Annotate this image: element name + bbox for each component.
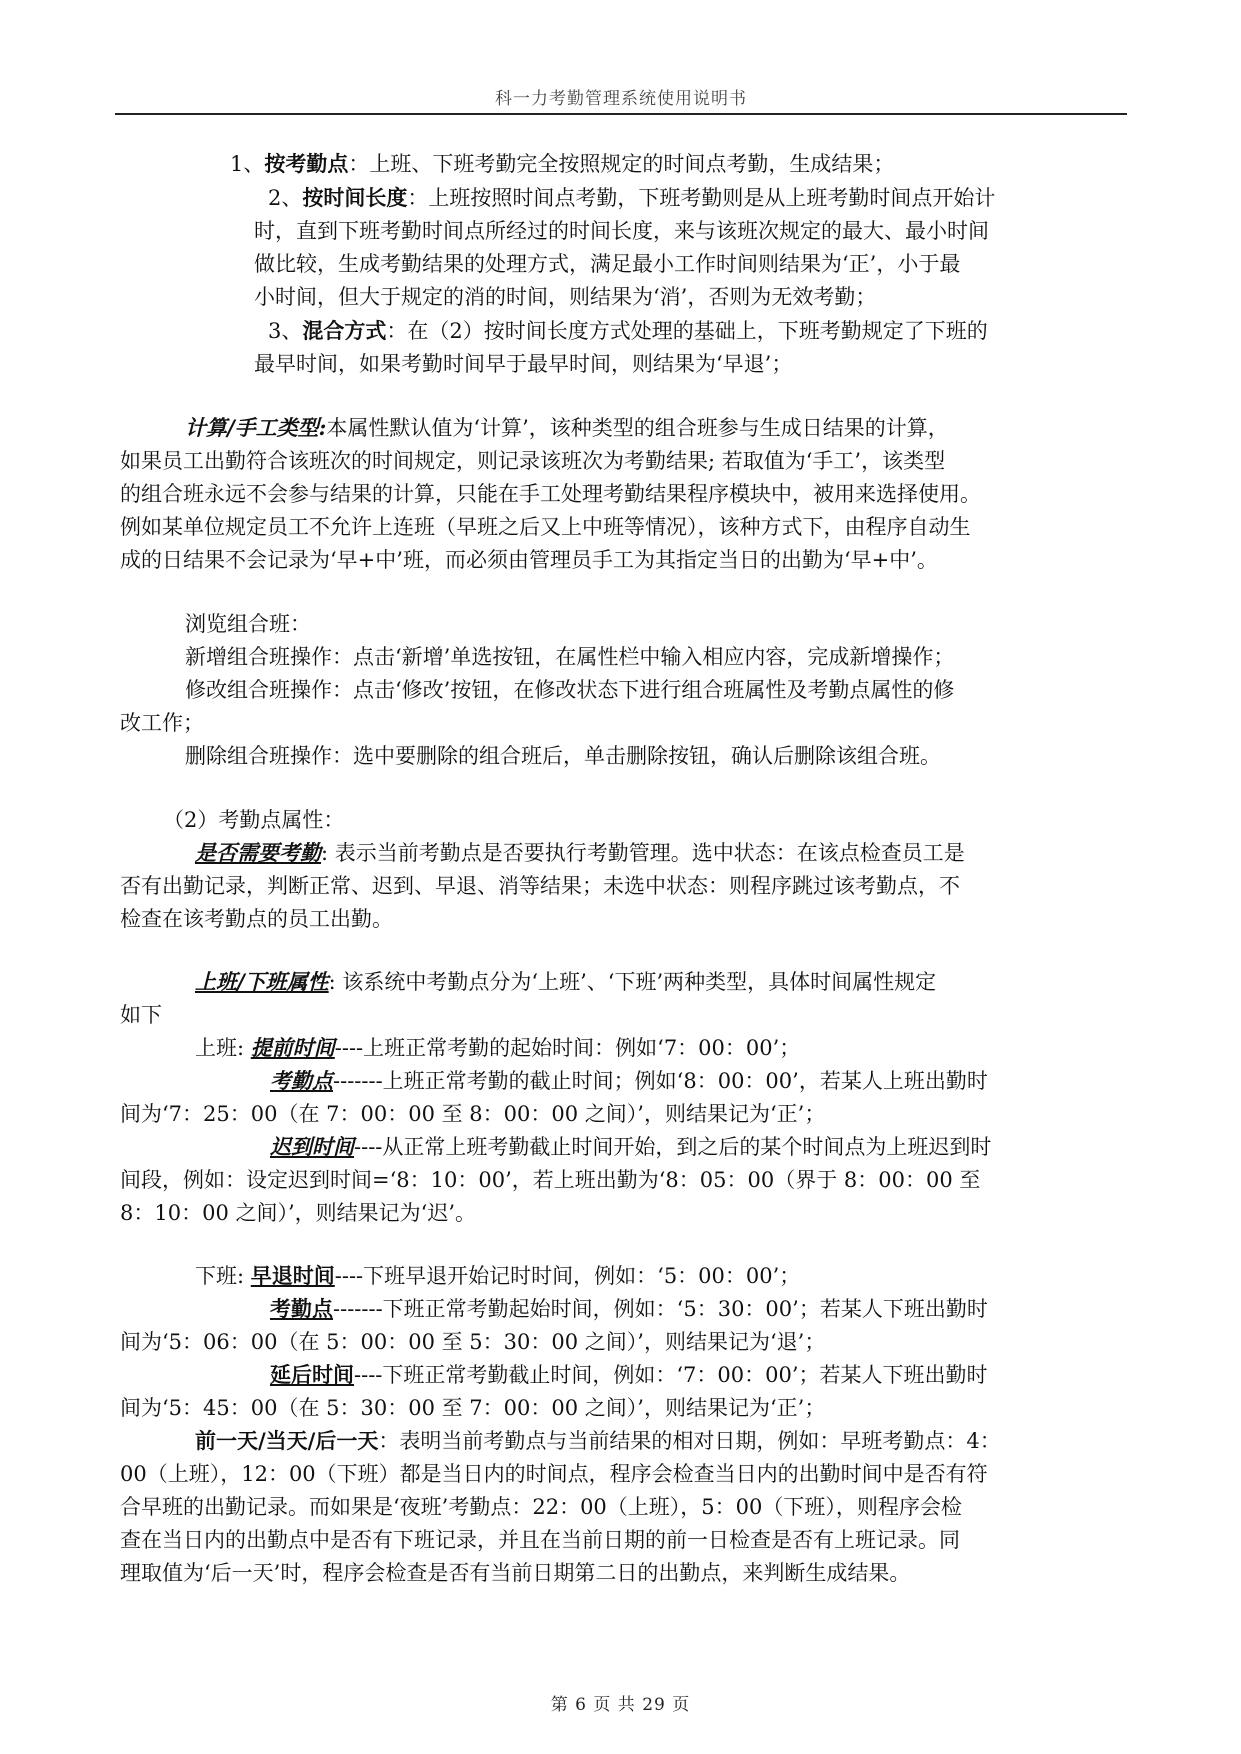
term: 按时间长度 [302, 185, 408, 210]
paragraph-line: 延后时间----下班正常考勤截止时间，例如：‘7：00：00’；若某人下班出勤时 [270, 1362, 988, 1387]
paragraph-line: 计算/手工类型:本属性默认值为‘计算’，该种类型的组合班参与生成日结果的计算， [185, 415, 949, 440]
term: 考勤点 [270, 1296, 333, 1321]
paragraph-line: 如下 [120, 1003, 162, 1027]
paragraph-line: 间为‘5：06：00（在 5：00：00 至 5：30：00 之间）’，则结果记为‘退’； [120, 1330, 826, 1354]
paragraph-line: 否有出勤记录，判断正常、迟到、早退、消等结果；未选中状态：则程序跳过该考勤点，不 [120, 874, 960, 898]
page-number: 第 6 页 共 29 页 [550, 1695, 691, 1715]
paragraph-line: 00（上班），12：00（下班）都是当日内的时间点，程序会检查当日内的出勤时间中是否有符 [120, 1462, 988, 1486]
paragraph-line: 改工作； [120, 711, 204, 735]
term: 混合方式 [302, 318, 387, 343]
term: 迟到时间 [270, 1134, 354, 1159]
text-line: 做比较，生成考勤结果的处理方式，满足最小工作时间则结果为‘正’，小于最 [254, 252, 961, 276]
paragraph-line: 检查在该考勤点的员工出勤。 [120, 907, 393, 931]
list-item: 3、混合方式：在（2）按时间长度方式处理的基础上，下班考勤规定了下班的 [268, 318, 988, 343]
paragraph-line: 理取值为‘后一天’时，程序会检查是否有当前日期第二日的出勤点，来判断生成结果。 [120, 1561, 911, 1585]
paragraph-line: 下班: 早退时间----下班早退开始记时时间，例如：‘5：00：00’； [195, 1263, 801, 1288]
paragraph-line: 前一天/当天/后一天：表明当前考勤点与当前结果的相对日期，例如：早班考勤点：4： [195, 1428, 1001, 1453]
term: 前一天/当天/后一天 [195, 1428, 379, 1453]
term: 上班/下班属性 [195, 969, 329, 994]
paragraph-line: 如果员工出勤符合该班次的时间规定，则记录该班次为考勤结果; 若取值为‘手工’，该类型 [120, 449, 946, 473]
paragraph-line: 考勤点-------上班正常考勤的截止时间；例如‘8：00：00’，若某人上班出勤时 [270, 1068, 988, 1093]
document-title: 科一力考勤管理系统使用说明书 [495, 89, 747, 109]
paragraph-line: 迟到时间----从正常上班考勤截止时间开始，到之后的某个时间点为上班迟到时 [270, 1134, 992, 1159]
list-item: 1、按考勤点：上班、下班考勤完全按照规定的时间点考勤，生成结果； [230, 151, 895, 176]
paragraph-line: 删除组合班操作：选中要删除的组合班后，单击删除按钮，确认后删除该组合班。 [185, 744, 941, 768]
term: 提前时间 [250, 1035, 335, 1060]
text-line: 最早时间，如果考勤时间早于最早时间，则结果为‘早退’； [254, 352, 793, 376]
paragraph-line: 查在当日内的出勤点中是否有下班记录，并且在当前日期的前一日检查是否有上班记录。同 [120, 1528, 960, 1552]
term: 考勤点 [270, 1068, 333, 1093]
term: 计算/手工类型: [185, 415, 327, 440]
paragraph-line: 上班/下班属性: 该系统中考勤点分为‘上班’、‘下班’两种类型，具体时间属性规定 [195, 969, 937, 994]
paragraph-line: 上班: 提前时间----上班正常考勤的起始时间：例如‘7：00：00’； [195, 1035, 801, 1060]
text-line: 时，直到下班考勤时间点所经过的时间长度，来与该班次规定的最大、最小时间 [254, 219, 989, 243]
term: 是否需要考勤 [195, 840, 321, 865]
term: 按考勤点 [264, 151, 349, 176]
header-rule [115, 113, 1127, 115]
paragraph-line: 新增组合班操作：点击‘新增’单选按钮，在属性栏中输入相应内容，完成新增操作； [185, 645, 955, 669]
paragraph-line: 的组合班永远不会参与结果的计算，只能在手工处理考勤结果程序模块中，被用来选择使用。 [120, 482, 981, 506]
paragraph-line: 间为‘7：25：00（在 7：00：00 至 8：00：00 之间）’，则结果记为‘正’； [120, 1102, 826, 1126]
paragraph-line: 修改组合班操作：点击‘修改’按钮，在修改状态下进行组合班属性及考勤点属性的修 [185, 678, 955, 702]
term: 延后时间 [270, 1362, 354, 1387]
paragraph-line: 合早班的出勤记录。而如果是‘夜班’考勤点：22：00（上班），5：00（下班），则程序会检 [120, 1495, 962, 1519]
term: 早退时间 [250, 1263, 335, 1288]
paragraph-line: 浏览组合班： [185, 612, 311, 636]
list-item: 2、按时间长度：上班按照时间点考勤，下班考勤则是从上班考勤时间点开始计 [268, 185, 996, 210]
paragraph-line: 考勤点-------下班正常考勤起始时间，例如：‘5：30：00’；若某人下班出勤时 [270, 1296, 988, 1321]
paragraph-line: 是否需要考勤: 表示当前考勤点是否要执行考勤管理。选中状态：在该点检查员工是 [195, 840, 965, 865]
paragraph-line: 例如某单位规定员工不允许上连班（早班之后又上中班等情况），该种方式下，由程序自动生 [120, 515, 971, 539]
paragraph-line: 8：10：00 之间）’，则结果记为‘迟’。 [120, 1201, 477, 1225]
text-line: 小时间，但大于规定的消的时间，则结果为‘消’，否则为无效考勤； [254, 285, 877, 309]
section-heading: （2）考勤点属性： [163, 808, 345, 832]
paragraph-line: 间段，例如：设定迟到时间=‘8：10：00’，若上班出勤为‘8：05：00（界于 8：00：00 至 [120, 1168, 981, 1192]
paragraph-line: 成的日结果不会记录为‘早+中’班，而必须由管理员手工为其指定当日的出勤为‘早+中’。 [120, 548, 938, 572]
paragraph-line: 间为‘5：45：00（在 5：30：00 至 7：00：00 之间）’，则结果记为‘正’； [120, 1396, 826, 1420]
